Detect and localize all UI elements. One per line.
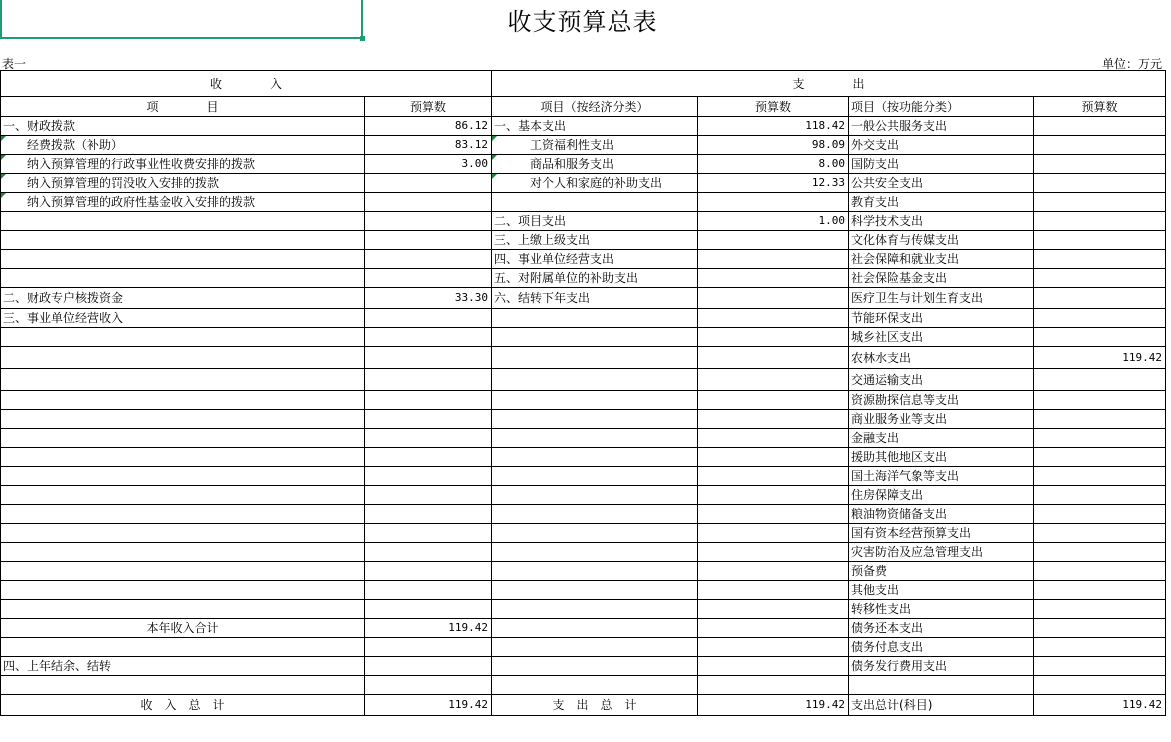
- income-item-cell[interactable]: [1, 676, 365, 695]
- income-item-cell[interactable]: 一、财政拨款: [1, 117, 365, 136]
- income-value-cell[interactable]: [365, 347, 492, 369]
- econ-item-cell[interactable]: 一、基本支出: [492, 117, 698, 136]
- table-row: [1, 391, 1166, 410]
- income-item-cell[interactable]: 二、财政专户核拨资金: [1, 288, 365, 309]
- func-item-cell[interactable]: [849, 676, 1034, 695]
- econ-item-cell[interactable]: 对个人和家庭的补助支出: [492, 174, 698, 193]
- income-item-cell[interactable]: 三、事业单位经营收入: [1, 309, 365, 328]
- income-item-cell[interactable]: [1, 269, 365, 288]
- income-value-cell[interactable]: [365, 231, 492, 250]
- func-value-cell[interactable]: [1034, 309, 1166, 328]
- econ-value-cell[interactable]: [698, 448, 849, 467]
- income-item-cell[interactable]: 经费拨款（补助）: [1, 136, 365, 155]
- econ-item-cell[interactable]: [492, 193, 698, 212]
- income-item-cell[interactable]: [1, 250, 365, 269]
- page-title: 收支预算总表: [507, 8, 658, 36]
- econ-item-cell[interactable]: 支 出 总 计: [492, 695, 698, 716]
- func-item-cell[interactable]: 粮油物资储备支出: [849, 505, 1034, 524]
- econ-item-cell[interactable]: [492, 448, 698, 467]
- econ-value-cell[interactable]: [698, 581, 849, 600]
- income-item-cell[interactable]: [1, 543, 365, 562]
- func-item-cell[interactable]: 金融支出: [849, 429, 1034, 448]
- func-item-cell[interactable]: 节能环保支出: [849, 309, 1034, 328]
- func-value-cell[interactable]: [1034, 288, 1166, 309]
- func-value-cell[interactable]: 119.42: [1034, 695, 1166, 716]
- func-value-cell[interactable]: [1034, 136, 1166, 155]
- income-item-cell[interactable]: 收 入 总 计: [1, 695, 365, 716]
- econ-item-cell[interactable]: [492, 638, 698, 657]
- econ-item-cell[interactable]: [492, 410, 698, 429]
- table-row: [1, 155, 1166, 174]
- income-item-cell[interactable]: 纳入预算管理的罚没收入安排的拨款: [1, 174, 365, 193]
- func-item-cell[interactable]: 国有资本经营预算支出: [849, 524, 1034, 543]
- econ-value-cell[interactable]: [698, 309, 849, 328]
- econ-item-cell[interactable]: [492, 309, 698, 328]
- econ-item-cell[interactable]: [492, 524, 698, 543]
- econ-value-cell[interactable]: [698, 524, 849, 543]
- econ-item-cell[interactable]: 三、上缴上级支出: [492, 231, 698, 250]
- econ-item-cell[interactable]: 六、结转下年支出: [492, 288, 698, 309]
- func-value-cell[interactable]: [1034, 543, 1166, 562]
- econ-value-cell[interactable]: [698, 467, 849, 486]
- func-item-cell[interactable]: 援助其他地区支出: [849, 448, 1034, 467]
- func-item-cell[interactable]: 社会保障和就业支出: [849, 250, 1034, 269]
- income-item-cell[interactable]: [1, 347, 365, 369]
- income-item-cell[interactable]: [1, 369, 365, 391]
- econ-value-cell[interactable]: 118.42: [698, 117, 849, 136]
- func-value-cell[interactable]: [1034, 391, 1166, 410]
- econ-item-cell[interactable]: [492, 429, 698, 448]
- table-row: [1, 309, 1166, 328]
- table-row: [1, 231, 1166, 250]
- func-value-cell[interactable]: [1034, 676, 1166, 695]
- table-row: [1, 369, 1166, 391]
- income-value-cell[interactable]: [365, 369, 492, 391]
- income-item-cell[interactable]: [1, 524, 365, 543]
- econ-item-cell[interactable]: 商品和服务支出: [492, 155, 698, 174]
- func-item-cell[interactable]: 债务还本支出: [849, 619, 1034, 638]
- econ-value-cell[interactable]: [698, 250, 849, 269]
- income-value-cell[interactable]: [365, 269, 492, 288]
- econ-item-cell[interactable]: [492, 600, 698, 619]
- income-item-cell[interactable]: [1, 448, 365, 467]
- income-item-cell[interactable]: [1, 562, 365, 581]
- func-value-cell[interactable]: [1034, 657, 1166, 676]
- income-value-cell[interactable]: [365, 543, 492, 562]
- income-item-cell[interactable]: 纳入预算管理的行政事业性收费安排的拨款: [1, 155, 365, 174]
- table-row: [1, 581, 1166, 600]
- func-budget-header: 预算数: [1034, 97, 1166, 117]
- func-value-cell[interactable]: [1034, 231, 1166, 250]
- income-item-cell[interactable]: [1, 467, 365, 486]
- func-value-cell[interactable]: [1034, 562, 1166, 581]
- table-row: [1, 638, 1166, 657]
- econ-value-cell[interactable]: [698, 231, 849, 250]
- func-value-cell[interactable]: [1034, 619, 1166, 638]
- table-row: [1, 486, 1166, 505]
- econ-value-cell[interactable]: [698, 505, 849, 524]
- unit-label: 单位：万元: [1101, 57, 1162, 71]
- table-row: [1, 288, 1166, 309]
- func-item-cell[interactable]: 转移性支出: [849, 600, 1034, 619]
- table-row: [1, 695, 1166, 716]
- func-item-cell[interactable]: 国防支出: [849, 155, 1034, 174]
- income-value-cell[interactable]: 119.42: [365, 695, 492, 716]
- econ-value-cell[interactable]: 98.09: [698, 136, 849, 155]
- func-value-cell[interactable]: 119.42: [1034, 347, 1166, 369]
- econ-item-cell[interactable]: [492, 505, 698, 524]
- econ-item-cell[interactable]: [492, 328, 698, 347]
- header-row-1: [1, 71, 1166, 97]
- budget-table: [0, 70, 1166, 716]
- table-row: [1, 619, 1166, 638]
- func-item-cell[interactable]: 预备费: [849, 562, 1034, 581]
- table-row: [1, 328, 1166, 347]
- income-item-cell[interactable]: [1, 638, 365, 657]
- func-value-cell[interactable]: [1034, 638, 1166, 657]
- econ-value-cell[interactable]: 1.00: [698, 212, 849, 231]
- income-item-cell[interactable]: [1, 231, 365, 250]
- income-item-cell[interactable]: [1, 581, 365, 600]
- econ-value-cell[interactable]: [698, 193, 849, 212]
- table-row: [1, 117, 1166, 136]
- econ-item-cell[interactable]: [492, 467, 698, 486]
- func-value-cell[interactable]: [1034, 581, 1166, 600]
- func-item-cell[interactable]: 科学技术支出: [849, 212, 1034, 231]
- income-value-cell[interactable]: [365, 562, 492, 581]
- func-value-cell[interactable]: [1034, 212, 1166, 231]
- func-item-cell[interactable]: 支出总计(科目): [849, 695, 1034, 716]
- func-item-cell[interactable]: 公共安全支出: [849, 174, 1034, 193]
- econ-value-cell[interactable]: [698, 288, 849, 309]
- econ-item-cell[interactable]: 二、项目支出: [492, 212, 698, 231]
- econ-value-cell[interactable]: [698, 543, 849, 562]
- income-value-cell[interactable]: [365, 638, 492, 657]
- income-item-cell[interactable]: [1, 410, 365, 429]
- econ-budget-header: 预算数: [698, 97, 849, 117]
- table-row: [1, 250, 1166, 269]
- header-row-2: [1, 97, 1166, 117]
- table-row: [1, 543, 1166, 562]
- income-value-cell[interactable]: [365, 657, 492, 676]
- income-value-cell[interactable]: [365, 524, 492, 543]
- table-row: [1, 676, 1166, 695]
- func-item-cell[interactable]: 国土海洋气象等支出: [849, 467, 1034, 486]
- econ-item-cell[interactable]: [492, 562, 698, 581]
- table-row: [1, 269, 1166, 288]
- func-value-cell[interactable]: [1034, 155, 1166, 174]
- table-body: [1, 117, 1166, 716]
- econ-value-cell[interactable]: [698, 638, 849, 657]
- func-item-cell[interactable]: 资源勘探信息等支出: [849, 391, 1034, 410]
- func-value-cell[interactable]: [1034, 467, 1166, 486]
- econ-value-cell[interactable]: [698, 676, 849, 695]
- econ-value-cell[interactable]: [698, 657, 849, 676]
- income-value-cell[interactable]: 83.12: [365, 136, 492, 155]
- econ-item-cell[interactable]: [492, 619, 698, 638]
- income-value-cell[interactable]: [365, 600, 492, 619]
- func-value-cell[interactable]: [1034, 250, 1166, 269]
- func-value-cell[interactable]: [1034, 328, 1166, 347]
- econ-item-cell[interactable]: 工资福利性支出: [492, 136, 698, 155]
- func-item-cell[interactable]: 其他支出: [849, 581, 1034, 600]
- econ-value-cell[interactable]: [698, 369, 849, 391]
- func-value-cell[interactable]: [1034, 174, 1166, 193]
- table-row: [1, 174, 1166, 193]
- table-row: [1, 429, 1166, 448]
- econ-item-cell[interactable]: [492, 486, 698, 505]
- func-item-cell[interactable]: 社会保险基金支出: [849, 269, 1034, 288]
- item-header: 项 目: [1, 97, 365, 117]
- econ-item-cell[interactable]: [492, 581, 698, 600]
- income-value-cell[interactable]: [365, 174, 492, 193]
- func-value-cell[interactable]: [1034, 600, 1166, 619]
- income-value-cell[interactable]: [365, 581, 492, 600]
- income-value-cell[interactable]: [365, 212, 492, 231]
- income-item-cell[interactable]: 四、上年结余、结转: [1, 657, 365, 676]
- income-value-cell[interactable]: 3.00: [365, 155, 492, 174]
- func-value-cell[interactable]: [1034, 429, 1166, 448]
- income-item-cell[interactable]: [1, 328, 365, 347]
- income-value-cell[interactable]: [365, 250, 492, 269]
- income-value-cell[interactable]: 119.42: [365, 619, 492, 638]
- econ-item-header: 项目（按经济分类）: [492, 97, 698, 117]
- func-item-cell[interactable]: 债务付息支出: [849, 638, 1034, 657]
- income-value-cell[interactable]: [365, 410, 492, 429]
- income-item-cell[interactable]: [1, 212, 365, 231]
- income-value-cell[interactable]: [365, 505, 492, 524]
- table-row: [1, 562, 1166, 581]
- econ-value-cell[interactable]: 119.42: [698, 695, 849, 716]
- table-label: 表一: [2, 57, 27, 71]
- econ-value-cell[interactable]: [698, 429, 849, 448]
- table-row: [1, 136, 1166, 155]
- func-item-cell[interactable]: 医疗卫生与计划生育支出: [849, 288, 1034, 309]
- income-item-cell[interactable]: [1, 486, 365, 505]
- income-value-cell[interactable]: [365, 193, 492, 212]
- table-row: [1, 193, 1166, 212]
- func-value-cell[interactable]: [1034, 193, 1166, 212]
- econ-item-cell[interactable]: 五、对附属单位的补助支出: [492, 269, 698, 288]
- income-header: 收 入: [1, 71, 492, 97]
- econ-item-cell[interactable]: [492, 657, 698, 676]
- func-value-cell[interactable]: [1034, 410, 1166, 429]
- econ-value-cell[interactable]: [698, 347, 849, 369]
- func-item-cell[interactable]: 农林水支出: [849, 347, 1034, 369]
- econ-value-cell[interactable]: 12.33: [698, 174, 849, 193]
- func-item-cell[interactable]: 商业服务业等支出: [849, 410, 1034, 429]
- func-item-cell[interactable]: 文化体育与传媒支出: [849, 231, 1034, 250]
- func-item-header: 项目（按功能分类）: [849, 97, 1034, 117]
- table-row: [1, 600, 1166, 619]
- table-row: [1, 657, 1166, 676]
- table-row: [1, 467, 1166, 486]
- func-item-cell[interactable]: 外交支出: [849, 136, 1034, 155]
- income-value-cell[interactable]: 86.12: [365, 117, 492, 136]
- table-row: [1, 448, 1166, 467]
- econ-item-cell[interactable]: [492, 369, 698, 391]
- income-item-cell[interactable]: [1, 600, 365, 619]
- income-value-cell[interactable]: [365, 328, 492, 347]
- econ-item-cell[interactable]: [492, 347, 698, 369]
- income-item-cell[interactable]: [1, 429, 365, 448]
- func-item-cell[interactable]: 灾害防治及应急管理支出: [849, 543, 1034, 562]
- income-item-cell[interactable]: 纳入预算管理的政府性基金收入安排的拨款: [1, 193, 365, 212]
- func-item-cell[interactable]: 交通运输支出: [849, 369, 1034, 391]
- income-value-cell[interactable]: [365, 676, 492, 695]
- func-item-cell[interactable]: 债务发行费用支出: [849, 657, 1034, 676]
- func-value-cell[interactable]: [1034, 448, 1166, 467]
- econ-value-cell[interactable]: [698, 562, 849, 581]
- econ-item-cell[interactable]: [492, 391, 698, 410]
- econ-value-cell[interactable]: [698, 486, 849, 505]
- econ-value-cell[interactable]: [698, 619, 849, 638]
- econ-item-cell[interactable]: 四、事业单位经营支出: [492, 250, 698, 269]
- func-value-cell[interactable]: [1034, 524, 1166, 543]
- econ-item-cell[interactable]: [492, 676, 698, 695]
- econ-value-cell[interactable]: 8.00: [698, 155, 849, 174]
- econ-value-cell[interactable]: [698, 391, 849, 410]
- func-value-cell[interactable]: [1034, 505, 1166, 524]
- income-value-cell[interactable]: [365, 467, 492, 486]
- table-row: [1, 410, 1166, 429]
- func-value-cell[interactable]: [1034, 369, 1166, 391]
- func-item-cell[interactable]: 住房保障支出: [849, 486, 1034, 505]
- func-item-cell[interactable]: 一般公共服务支出: [849, 117, 1034, 136]
- func-value-cell[interactable]: [1034, 269, 1166, 288]
- income-value-cell[interactable]: [365, 486, 492, 505]
- func-item-cell[interactable]: 城乡社区支出: [849, 328, 1034, 347]
- income-value-cell[interactable]: [365, 391, 492, 410]
- table-row: [1, 505, 1166, 524]
- econ-item-cell[interactable]: [492, 543, 698, 562]
- func-value-cell[interactable]: [1034, 486, 1166, 505]
- func-value-cell[interactable]: [1034, 117, 1166, 136]
- income-item-cell[interactable]: 本年收入合计: [1, 619, 365, 638]
- econ-value-cell[interactable]: [698, 269, 849, 288]
- expense-header: 支 出: [492, 71, 1166, 97]
- table-row: [1, 524, 1166, 543]
- econ-value-cell[interactable]: [698, 328, 849, 347]
- budget-header: 预算数: [365, 97, 492, 117]
- func-item-cell[interactable]: 教育支出: [849, 193, 1034, 212]
- income-item-cell[interactable]: [1, 391, 365, 410]
- table-row: [1, 212, 1166, 231]
- income-value-cell[interactable]: [365, 309, 492, 328]
- income-item-cell[interactable]: [1, 505, 365, 524]
- econ-value-cell[interactable]: [698, 600, 849, 619]
- table-row: [1, 347, 1166, 369]
- income-value-cell[interactable]: [365, 448, 492, 467]
- econ-value-cell[interactable]: [698, 410, 849, 429]
- income-value-cell[interactable]: 33.30: [365, 288, 492, 309]
- income-value-cell[interactable]: [365, 429, 492, 448]
